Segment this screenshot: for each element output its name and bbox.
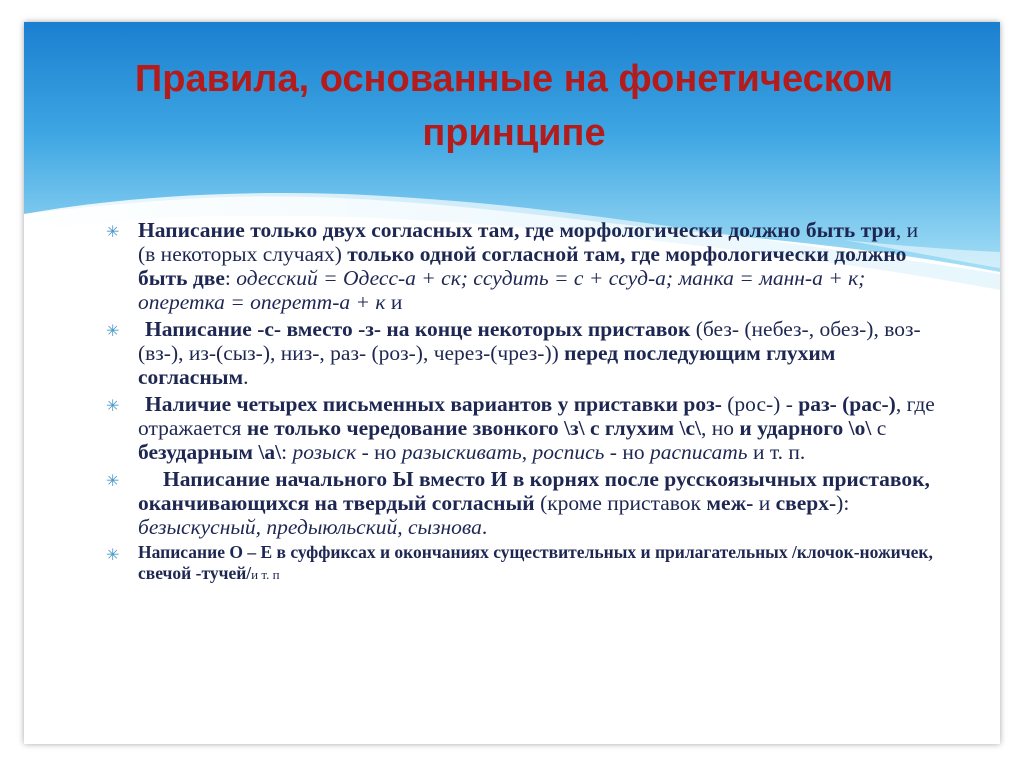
item-3-rule-i: безударным \а\ xyxy=(138,440,282,464)
item-2-text-b: (без- (небез-, обез-), воз-(вз-), из-(сыз-), низ-, раз- (роз-), через-(чрез-)) xyxy=(138,317,921,365)
item-3-text-l: - но xyxy=(356,440,402,464)
title-line-2: принципе xyxy=(422,112,606,154)
item-4-rule-c: меж- xyxy=(706,491,754,515)
item-5-rule-a: Написание О – Е в суффиксах и окончаниях существительных и прилагательных /клочок-ножичек, свечой -тучей/ xyxy=(138,542,933,583)
item-3-text-h: с xyxy=(871,416,887,440)
item-3-example-o: роспись xyxy=(532,440,605,464)
item-3-text-d: , где отражается xyxy=(138,392,935,440)
item-1-examples: одесский = Одесс-а + ск; ссудить = с + ссуд-а; манка = манн-а + к; оперетка = оперетт-а + к xyxy=(138,266,866,314)
item-4-rule-e: сверх- xyxy=(775,491,837,515)
list-item xyxy=(106,317,936,389)
item-1-text-d: : xyxy=(224,266,237,290)
item-3-example-k: розыск xyxy=(292,440,357,464)
item-5-text-b: и т. п xyxy=(251,567,280,582)
item-2-rule-c: перед последующим глухим согласным xyxy=(138,341,836,389)
list-item xyxy=(106,392,936,464)
item-text xyxy=(138,467,930,539)
item-2-rule-a: Написание -с- вместо -з- на конце некоторых приставок xyxy=(145,317,691,341)
item-3-rule-a: Наличие четырех письменных вариантов у приставки роз- xyxy=(145,392,722,416)
item-3-rule-c: раз- (рас-) xyxy=(798,392,896,416)
item-3-text-p: - но xyxy=(604,440,650,464)
list-item xyxy=(106,542,936,585)
bullet-star-icon: ✳ xyxy=(106,396,120,415)
item-2-text-d: . xyxy=(243,365,249,389)
item-4-rule-a: Написание начального Ы вместо И в корнях после русскоязычных приставок, оканчивающихся на твердый согласный xyxy=(138,467,930,515)
title-line-1: Правила, основанные на фонетическом xyxy=(134,58,894,100)
item-text xyxy=(138,542,933,583)
bullet-star-icon: ✳ xyxy=(106,471,120,490)
slide-title xyxy=(84,52,944,160)
item-3-rule-e: не только чередование звонкого \з\ с глухим \с\ xyxy=(246,416,702,440)
item-text xyxy=(138,392,935,464)
item-3-example-q: расписать xyxy=(649,440,748,464)
list-item xyxy=(106,467,936,539)
list-item xyxy=(106,218,936,314)
item-3-text-n: , xyxy=(521,440,533,464)
bullet-star-icon: ✳ xyxy=(106,545,120,564)
item-1-rule-a: Написание только двух согласных там, где морфологически должно быть три xyxy=(138,218,896,242)
item-1-text-b: , и (в некоторых случаях) xyxy=(138,218,919,266)
item-3-text-b: (рос-) - xyxy=(727,392,799,416)
item-3-rule-g: и ударного \о\ xyxy=(739,416,872,440)
item-3-example-m: разыскивать xyxy=(401,440,522,464)
item-3-text-f: , но xyxy=(701,416,740,440)
item-4-text-h: . xyxy=(481,515,488,539)
item-4-text-b: (кроме приставок xyxy=(534,491,707,515)
item-1-text-f: и xyxy=(385,290,403,314)
item-4-text-d: и xyxy=(753,491,776,515)
item-4-text-f: ): xyxy=(836,491,850,515)
slide xyxy=(24,22,1000,744)
item-1-rule-c: только одной согласной там, где морфологически должно быть две xyxy=(138,242,907,290)
item-text xyxy=(138,317,921,389)
bullet-star-icon: ✳ xyxy=(106,321,120,340)
item-3-text-j: : xyxy=(281,440,293,464)
item-3-text-r: и т. п. xyxy=(747,440,806,464)
bullet-list xyxy=(106,218,936,585)
item-4-examples: безыскусный, предыюльский, сызнова xyxy=(138,515,482,539)
item-text xyxy=(138,218,918,314)
bullet-star-icon: ✳ xyxy=(106,222,120,241)
